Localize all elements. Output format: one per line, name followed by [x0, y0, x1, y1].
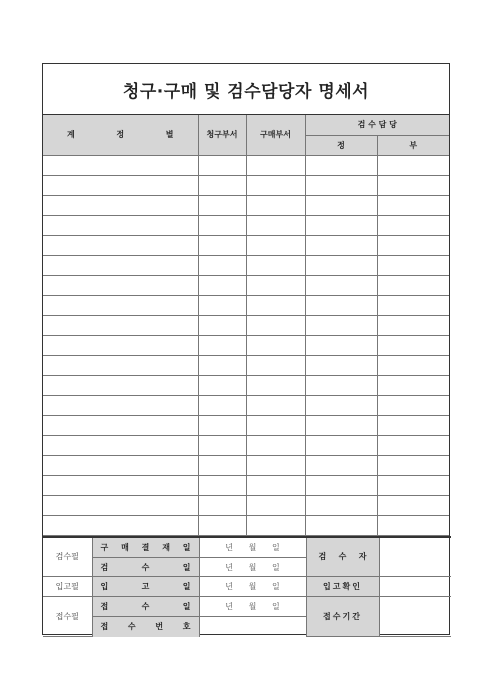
table-cell[interactable] [43, 215, 198, 235]
table-cell[interactable] [377, 495, 449, 515]
table-cell[interactable] [246, 435, 305, 455]
table-cell[interactable] [377, 515, 449, 535]
label-char: 일 [182, 562, 191, 572]
table-cell[interactable] [198, 435, 246, 455]
table-cell[interactable] [198, 375, 246, 395]
receipt-period-label: 접수기간 [306, 597, 379, 637]
table-cell[interactable] [198, 175, 246, 195]
receipt-date-label [92, 597, 199, 617]
table-cell[interactable] [377, 155, 449, 175]
month-unit: 월 [248, 562, 257, 572]
table-row [43, 435, 449, 455]
label-char: 접 [100, 622, 109, 632]
table-cell[interactable] [246, 155, 305, 175]
label-char: 구 [100, 542, 109, 552]
table-cell[interactable] [43, 495, 198, 515]
table-cell[interactable] [377, 455, 449, 475]
header-secondary: 부 [377, 135, 449, 155]
label-char: 수 [141, 602, 150, 611]
table-row [43, 375, 449, 395]
table-cell[interactable] [198, 455, 246, 475]
table-cell[interactable] [198, 255, 246, 275]
table-cell[interactable] [246, 215, 305, 235]
table-row [43, 335, 449, 355]
main-table [43, 115, 449, 536]
month-unit: 월 [248, 542, 257, 552]
table-cell[interactable] [305, 175, 377, 195]
table-cell[interactable] [43, 295, 198, 315]
label-char: 호 [182, 622, 191, 632]
table-cell[interactable] [305, 315, 377, 335]
table-cell[interactable] [43, 175, 198, 195]
table-cell[interactable] [43, 515, 198, 535]
table-cell[interactable] [43, 315, 198, 335]
table-cell[interactable] [246, 515, 305, 535]
table-cell[interactable] [43, 375, 198, 395]
table-row [43, 295, 449, 315]
receipt-stamp: 접수필 [43, 597, 92, 637]
warehouse-confirm-value[interactable] [379, 577, 451, 597]
header-account-char: 계 [67, 130, 75, 140]
table-row [43, 475, 449, 495]
table-cell[interactable] [305, 195, 377, 215]
table-cell[interactable] [43, 255, 198, 275]
header-inspector: 검 수 담 당 [305, 115, 449, 135]
label-char: 재 [162, 542, 170, 552]
year-unit: 년 [225, 562, 234, 572]
label-char: 입 [100, 582, 109, 591]
label-char: 자 [358, 552, 367, 562]
table-cell[interactable] [43, 475, 198, 495]
table-cell[interactable] [377, 255, 449, 275]
table-cell[interactable] [377, 275, 449, 295]
table-cell[interactable] [198, 495, 246, 515]
table-cell[interactable] [198, 295, 246, 315]
label-char: 일 [182, 542, 191, 552]
table-cell[interactable] [43, 455, 198, 475]
label-char: 접 [100, 602, 109, 611]
table-row [43, 355, 449, 375]
table-cell[interactable] [198, 475, 246, 495]
table-cell[interactable] [246, 175, 305, 195]
inspection-stamp: 검수필 [43, 537, 92, 577]
table-cell[interactable] [305, 235, 377, 255]
table-cell[interactable] [246, 355, 305, 375]
table-cell[interactable] [43, 415, 198, 435]
header-account-char: 별 [165, 130, 174, 140]
inspector-value[interactable] [379, 537, 451, 577]
table-cell[interactable] [246, 415, 305, 435]
form-title: 청구·구매 및 검수담당자 명세서 [43, 64, 449, 115]
table-cell[interactable] [377, 175, 449, 195]
data-rows [43, 155, 449, 535]
day-unit: 일 [271, 562, 280, 572]
receipt-number-value[interactable] [199, 617, 306, 637]
table-cell[interactable] [246, 275, 305, 295]
table-cell[interactable] [198, 275, 246, 295]
warehouse-stamp: 입고필 [43, 577, 92, 597]
table-cell[interactable] [305, 435, 377, 455]
label-char: 번 [155, 622, 164, 632]
table-cell[interactable] [198, 195, 246, 215]
table-cell[interactable] [305, 155, 377, 175]
receipt-period-value[interactable] [379, 597, 451, 637]
table-cell[interactable] [305, 515, 377, 535]
table-cell[interactable] [305, 455, 377, 475]
table-cell[interactable] [305, 495, 377, 515]
day-unit: 일 [271, 542, 280, 552]
table-cell[interactable] [377, 295, 449, 315]
year-unit: 년 [225, 582, 234, 591]
warehouse-date-label [92, 577, 199, 597]
table-cell[interactable] [246, 335, 305, 355]
table-cell[interactable] [198, 515, 246, 535]
table-row [43, 275, 449, 295]
table-row [43, 455, 449, 475]
table-row [43, 515, 449, 535]
table-row [43, 175, 449, 195]
table-row [43, 235, 449, 255]
inspection-date-label [92, 558, 199, 577]
table-cell[interactable] [246, 475, 305, 495]
table-cell[interactable] [246, 495, 305, 515]
label-char: 일 [182, 582, 191, 591]
table-cell[interactable] [305, 295, 377, 315]
inspection-date-value[interactable] [199, 558, 306, 577]
table-cell[interactable] [246, 455, 305, 475]
table-cell[interactable] [43, 235, 198, 255]
table-cell[interactable] [198, 315, 246, 335]
label-char: 수 [338, 552, 347, 562]
purchase-date-value[interactable] [199, 537, 306, 558]
label-char: 수 [141, 562, 150, 572]
table-row [43, 395, 449, 415]
table-row [43, 195, 449, 215]
table-cell[interactable] [305, 215, 377, 235]
table-cell[interactable] [377, 235, 449, 255]
specification-form [42, 63, 450, 635]
receipt-number-label [92, 617, 199, 637]
table-cell[interactable] [305, 275, 377, 295]
table-cell[interactable] [377, 335, 449, 355]
purchase-date-label [92, 537, 199, 558]
table-cell[interactable] [377, 415, 449, 435]
table-cell[interactable] [246, 375, 305, 395]
table-row [43, 255, 449, 275]
table-cell[interactable] [43, 195, 198, 215]
table-cell[interactable] [377, 435, 449, 455]
label-char: 검 [318, 552, 327, 562]
table-cell[interactable] [246, 315, 305, 335]
table-cell[interactable] [377, 475, 449, 495]
table-cell[interactable] [305, 415, 377, 435]
table-cell[interactable] [377, 315, 449, 335]
table-row [43, 315, 449, 335]
table-cell[interactable] [198, 155, 246, 175]
month-unit: 월 [248, 602, 257, 611]
table-cell[interactable] [198, 355, 246, 375]
footer-table [43, 536, 451, 638]
inspector-label [306, 537, 379, 577]
table-cell[interactable] [377, 395, 449, 415]
table-cell[interactable] [305, 355, 377, 375]
table-cell[interactable] [43, 355, 198, 375]
label-char: 수 [127, 622, 136, 632]
table-cell[interactable] [305, 375, 377, 395]
label-char: 매 [121, 542, 129, 552]
table-cell[interactable] [246, 255, 305, 275]
table-cell[interactable] [246, 395, 305, 415]
table-cell[interactable] [305, 475, 377, 495]
table-cell[interactable] [198, 335, 246, 355]
table-cell[interactable] [377, 355, 449, 375]
header-primary: 정 [305, 135, 377, 155]
table-cell[interactable] [246, 235, 305, 255]
year-unit: 년 [225, 602, 234, 611]
table-row [43, 495, 449, 515]
table-cell[interactable] [198, 235, 246, 255]
table-cell[interactable] [377, 375, 449, 395]
header-account-char: 정 [116, 130, 125, 140]
table-row [43, 415, 449, 435]
table-cell[interactable] [305, 335, 377, 355]
table-cell[interactable] [198, 415, 246, 435]
warehouse-confirm-label: 입고확인 [306, 577, 379, 597]
header-account [43, 115, 198, 155]
table-cell[interactable] [43, 435, 198, 455]
receipt-date-value[interactable] [199, 597, 306, 617]
table-cell[interactable] [377, 215, 449, 235]
table-row [43, 215, 449, 235]
table-cell[interactable] [305, 255, 377, 275]
table-row [43, 155, 449, 175]
label-char: 고 [141, 582, 150, 591]
table-cell[interactable] [377, 195, 449, 215]
table-cell[interactable] [246, 195, 305, 215]
label-char: 일 [182, 602, 191, 611]
label-char: 검 [100, 562, 109, 572]
table-cell[interactable] [305, 395, 377, 415]
table-cell[interactable] [198, 215, 246, 235]
day-unit: 일 [271, 582, 280, 591]
warehouse-date-value[interactable] [199, 577, 306, 597]
month-unit: 월 [248, 582, 257, 591]
table-cell[interactable] [43, 395, 198, 415]
table-cell[interactable] [246, 295, 305, 315]
table-cell[interactable] [43, 275, 198, 295]
day-unit: 일 [271, 602, 280, 611]
table-cell[interactable] [43, 335, 198, 355]
year-unit: 년 [225, 542, 234, 552]
header-purchase-dept: 구매부서 [246, 115, 305, 155]
table-cell[interactable] [198, 395, 246, 415]
table-cell[interactable] [43, 155, 198, 175]
label-char: 결 [141, 542, 150, 552]
header-request-dept: 청구부서 [198, 115, 246, 155]
